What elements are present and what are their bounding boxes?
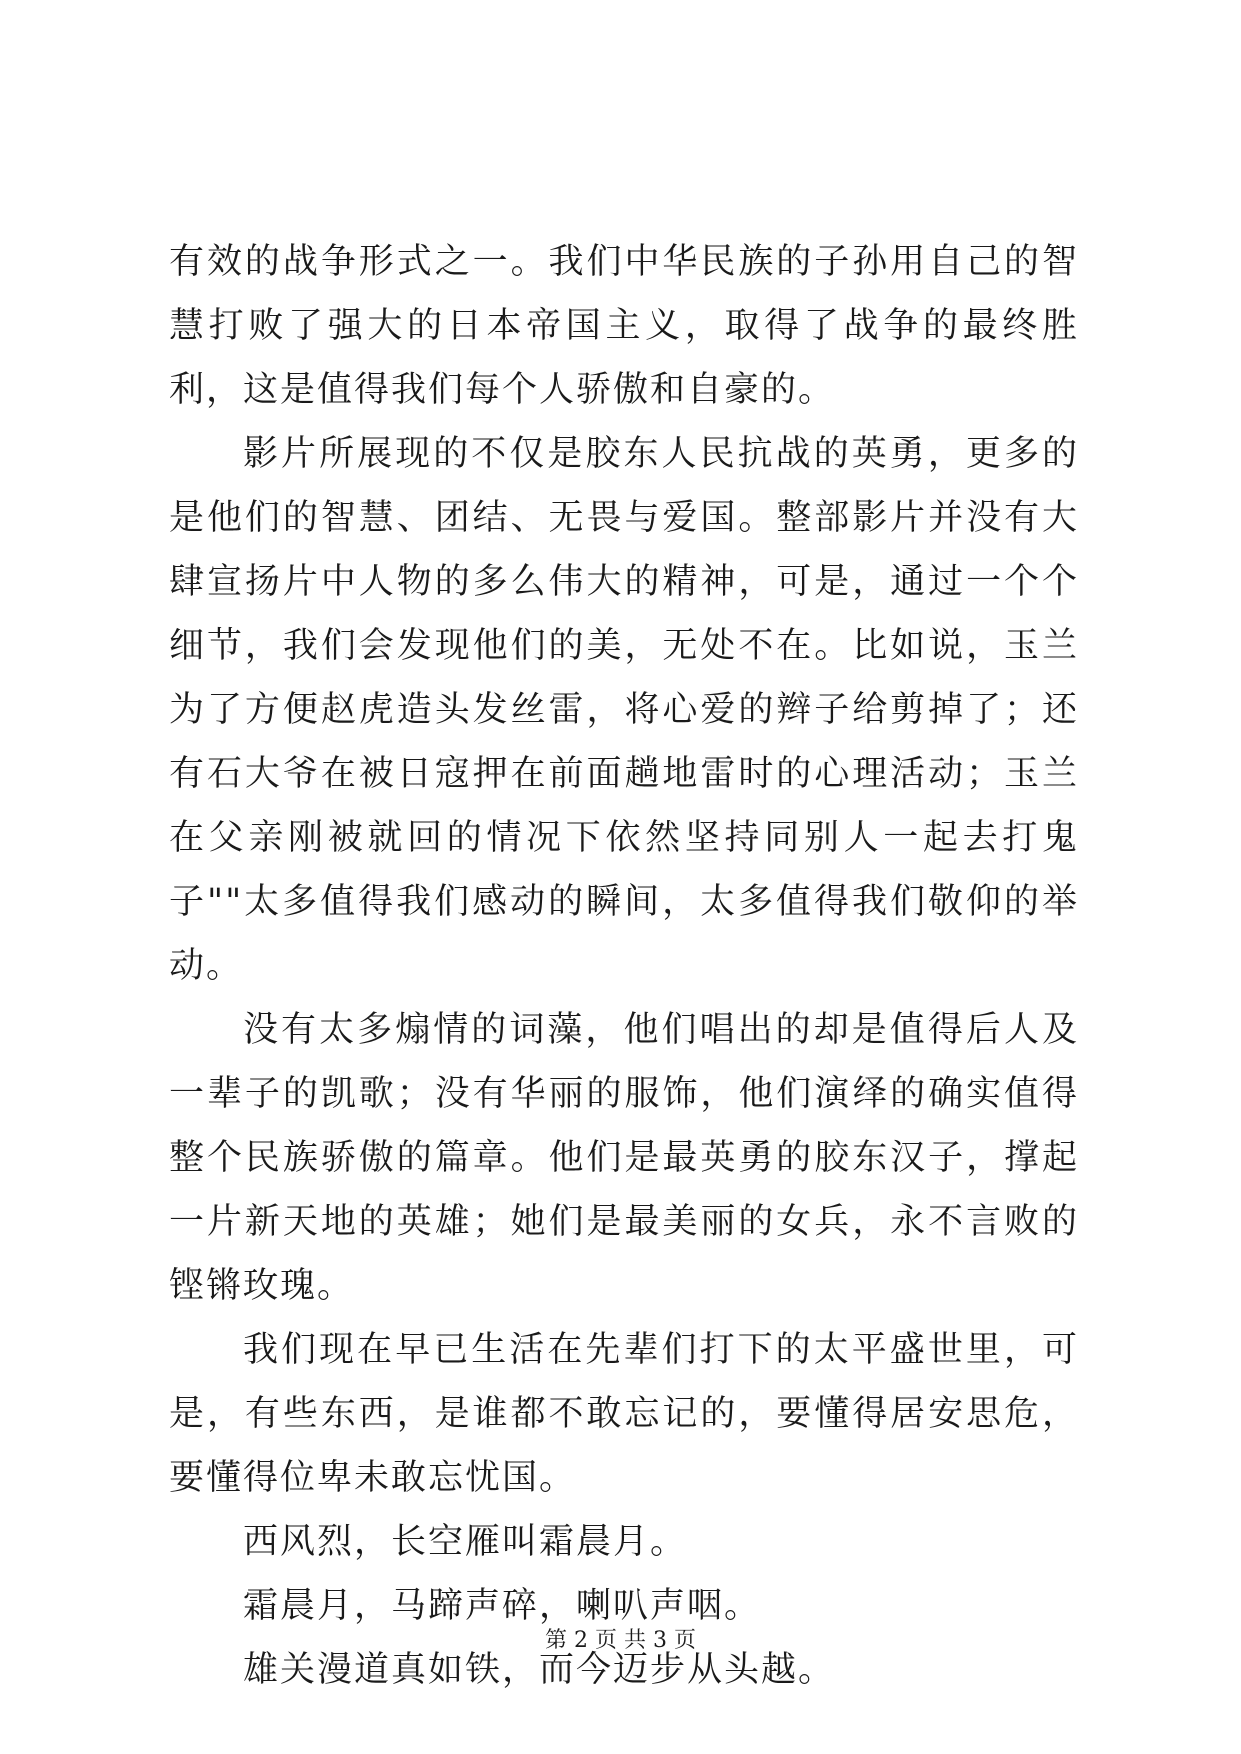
- paragraph-heroes: 没有太多煽情的词藻，他们唱出的却是值得后人及一辈子的凯歌；没有华丽的服饰，他们演绎的确实值得整个民族骄傲的篇章。他们是最英勇的胶东汉子，撑起一片新天地的英雄；她们是最美丽的女兵，永不言败的铿锵玫瑰。: [169, 1010, 1079, 1306]
- poem-line-1: 西风烈，长空雁叫霜晨月。: [243, 1522, 688, 1562]
- paragraph-film-review: 影片所展现的不仅是胶东人民抗战的英勇，更多的是他们的智慧、团结、无畏与爱国。整部影片并没有大肆宣扬片中人物的多么伟大的精神，可是，通过一个个细节，我们会发现他们的美，无处不在。比如说，玉兰为了方便赵虎造头发丝雷，将心爱的辫子给剪掉了；还有石大爷在被日寇押在前面趟地雷时的心理活动；玉兰在父亲刚被就回的情况下依然坚持同别人一起去打鬼子""太多值得我们感动的瞬间，太多值得我们敬仰的举动。: [169, 434, 1079, 986]
- poem-line-2: 霜晨月，马蹄声碎，喇叭声咽。: [243, 1586, 762, 1626]
- paragraph-continuation: 有效的战争形式之一。我们中华民族的子孙用自己的智慧打败了强大的日本帝国主义，取得了战争的最终胜利，这是值得我们每个人骄傲和自豪的。: [169, 242, 1079, 410]
- poem-line-3: 雄关漫道真如铁，而今迈步从头越。: [243, 1650, 836, 1690]
- page-number-footer: 第 2 页 共 3 页: [545, 1628, 696, 1653]
- paragraph-remember: 我们现在早已生活在先辈们打下的太平盛世里，可是，有些东西，是谁都不敢忘记的，要懂得居安思危，要懂得位卑未敢忘忧国。: [169, 1330, 1079, 1498]
- document-body: [169, 230, 1079, 1702]
